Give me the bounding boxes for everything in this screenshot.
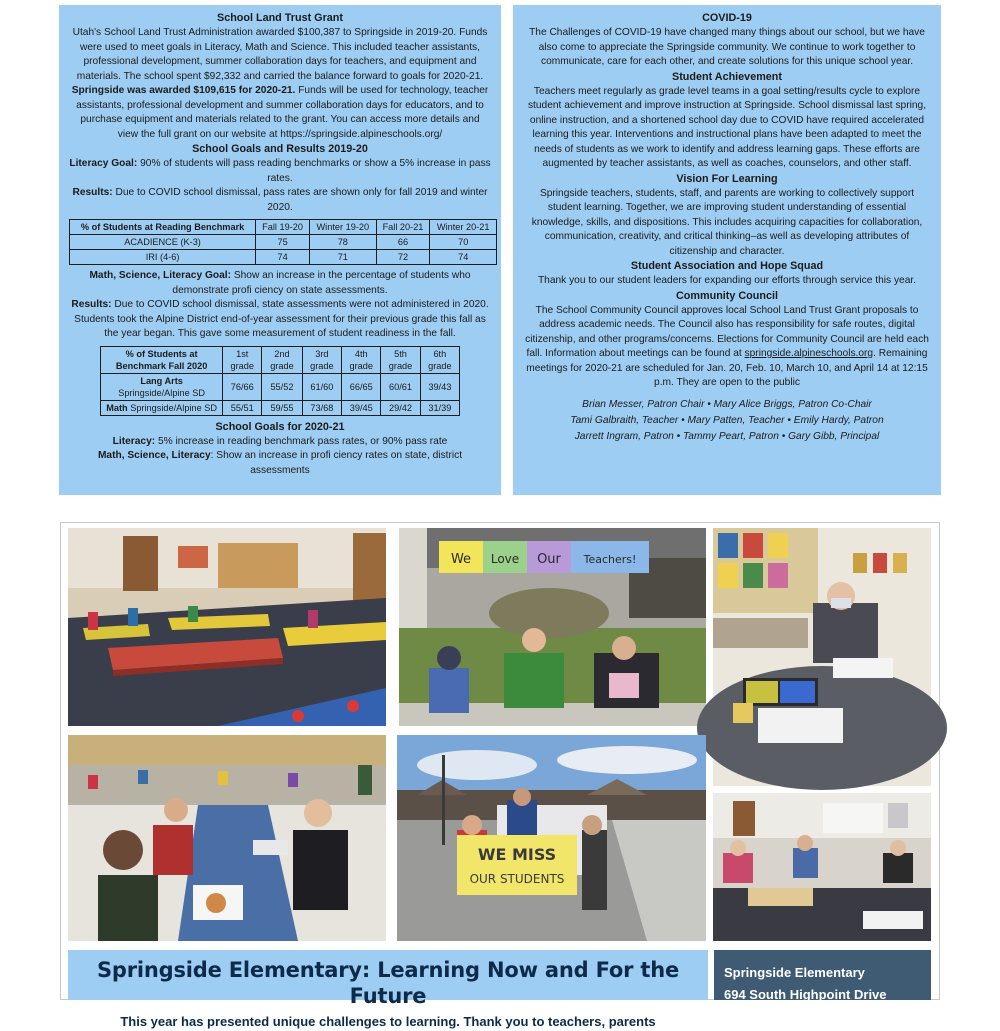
school-address-box [714,950,931,1000]
table-header-cell: Fall 19-20 [256,220,310,235]
grant-award-text: Springside was awarded $109,615 for 2020-21. [71,85,296,96]
results-text: Due to COVID school dismissal, pass rates are shown only for fall 2019 and winter 2020. [112,187,488,213]
table-header-cell: Fall 20-21 [376,220,430,235]
msl-results [69,298,491,342]
table-cell: 39/45 [342,400,381,415]
table-cell: ACADIENCE (K-3) [70,235,256,250]
comparison-label: Springside/Alpine SD [127,402,218,413]
council-link[interactable]: springside.alpineschools.org [744,348,874,359]
table-cell: 55/52 [262,373,302,400]
table-header-cell: 3rd grade [302,346,342,373]
miss-students-photo [397,735,706,941]
table-cell: 59/55 [262,400,302,415]
signature-line: Brian Messer, Patron Chair • Mary Alice Briggs, Patron Co-Chair [582,398,872,410]
table-cell: IRI (4-6) [70,250,256,265]
table-header-cell: Winter 19-20 [310,220,377,235]
table-cell: 71 [310,250,377,265]
vision-paragraph: Springside teachers, students, staff, and parents are working to collectively support student learning. Together, we are improving student understanding of essential knowledge, skills, and dispositions. This includes acquiring capacities for collaboration, communication, creativity, and critical thinking–as well as developing attributes of citizenship and character. [531,187,923,257]
association-heading: Student Association and Hope Squad [630,260,824,272]
grant-paragraph-1: Utah's School Land Trust Administration awarded $100,387 to Springside in 2019-20. Funds were used to meet goals in Literacy, Math and Science. This included teacher assistants, professional development, summer collaboration days for teachers, and equipment and materials. The school spent $92,332 and carried the balance forward to goals for 2020-21. [72,27,488,82]
results-text: Due to COVID school dismissal, state assessments were not administered in 2020. Students took the Alpine District end-of-year assessment for their previous grade this fall as the year began. This gave some measurement of student readiness in the fall. [74,299,489,339]
table-cell: 73/68 [302,400,342,415]
results-label: Results: [72,187,113,198]
grant-heading: School Land Trust Grant [217,12,343,24]
community-panel [513,5,941,495]
banner-text: Love [490,552,520,566]
literacy-2021-label: Literacy: [112,435,156,447]
table-row [101,373,460,400]
newsletter-subtitle: This year has presented unique challenges to learning. Thank you to teachers, parents [120,1014,656,1029]
sign-text: WE MISS [477,845,557,864]
table-header-cell: 4th grade [342,346,381,373]
lunchroom-photo [68,735,386,941]
covid-heading: COVID-19 [702,12,752,24]
table-row [70,235,497,250]
table-row [70,250,497,265]
table-cell: 29/42 [381,400,420,415]
table-row [101,400,460,415]
literacy-results [69,186,491,215]
table-cell: 60/61 [381,373,420,400]
table-cell: 75 [256,235,310,250]
goals-2021-heading: School Goals for 2020-21 [215,420,345,433]
table-cell: 76/66 [223,373,262,400]
grant-usage-text: Funds will be used for technology, teacher assistants, professional development and summer collaboration days for educators, and to purchase equipment and materials related to the grant. You can access more details and view the full grant on our website at https://springside.alpineschools.org/ [76,85,489,140]
literacy-goal-text: 90% of students will pass reading benchmarks or show a 5% increase in pass rates. [137,158,491,184]
table-cell: 61/60 [302,373,342,400]
literacy-goal-label: Literacy Goal: [69,158,138,169]
newsletter-title-bar [68,950,708,1029]
table-cell: 78 [310,235,377,250]
table-header-cell: % of Students at Benchmark Fall 2020 [101,346,223,373]
results-label: Results: [71,299,112,310]
sign-text: OUR STUDENTS [469,872,565,886]
table-cell: 39/43 [420,373,459,400]
vision-heading: Vision For Learning [676,172,778,185]
table-cell [101,400,223,415]
council-heading: Community Council [676,289,778,302]
council-signatures [523,397,931,445]
signature-line: Tami Galbraith, Teacher • Mary Patten, Teacher • Emily Hardy, Patron [570,414,884,426]
msl-2021-text: : Show an increase in profi ciency rates on state, district assessments [210,450,463,476]
msl-goal-label: Math, Science, Literacy Goal: [89,270,231,281]
school-name: Springside Elementary [724,965,865,980]
msl-goal [69,269,491,298]
table-header-cell: 5th grade [381,346,420,373]
table-cell: 55/51 [223,400,262,415]
photo-collage [60,522,940,1000]
council-text: The School Community Council approves local School Land Trust Grant proposals to address academic needs. The Council also has responsibility for safe routes, digital citizenship, and other programs/concerns. Elections for Community Council are held each fall. Information about meetings can be found at [525,304,929,359]
goals-heading: School Goals and Results 2019-20 [192,143,368,155]
banner-text: We [450,552,472,567]
covid-paragraph: The Challenges of COVID-19 have changed many things about our school, but we have also come to appreciate the Springside community. We continue to work together to communicate, care for each other, and create solutions for this unique school year. [529,27,925,67]
table-cell: 74 [256,250,310,265]
newsletter-title: Springside Elementary: Learning Now and For the Future [97,958,679,1008]
table-cell [101,373,223,400]
subject-label: Math [106,402,128,413]
association-paragraph: Thank you to our student leaders for expanding our efforts through service this year. [537,275,917,286]
banner-text: Our [537,552,561,567]
table-header-cell: 1st grade [223,346,262,373]
table-header-cell: Winter 20-21 [430,220,497,235]
grant-panel [59,5,501,495]
table-header-row [101,346,460,373]
table-header-cell: 6th grade [420,346,459,373]
school-street: 694 South Highpoint Drive [724,987,887,1002]
comparison-label: Springside/Alpine SD [118,387,206,398]
banner-text: Teachers! [583,553,637,566]
table-cell: 31/39 [420,400,459,415]
table-header-row [70,220,497,235]
table-cell: 74 [430,250,497,265]
table-header-cell: % of Students at Reading Benchmark [70,220,256,235]
table-cell: 66 [376,235,430,250]
classroom-desks-photo [68,528,386,726]
council-text: . Remaining meetings for 2020-21 are scheduled for Jan. 20, Feb. 10, March 10, and April 14 at 12:15 p.m. They are open to the public [526,348,928,388]
assessment-benchmark-table [100,346,460,416]
grant-paragraph-2 [69,84,491,142]
teacher-banner-photo [399,528,706,726]
council-paragraph [523,304,931,391]
literacy-2021-text: 5% increase in reading benchmark pass rates, or 90% pass rate [155,435,448,447]
table-cell: 66/65 [342,373,381,400]
subject-label: Lang Arts [140,375,183,386]
table-header-cell: 2nd grade [262,346,302,373]
masked-classroom-photo [713,793,931,941]
msl-2021-label: Math, Science, Literacy [97,450,211,461]
literacy-goal [69,157,491,186]
signature-line: Jarrett Ingram, Patron • Tammy Peart, Patron • Gary Gibb, Principal [574,430,880,442]
table-cell: 72 [376,250,430,265]
teacher-table-photo [713,528,931,786]
table-cell: 70 [430,235,497,250]
achievement-paragraph: Teachers meet regularly as grade level teams in a goal setting/results cycle to explore student achievement and improve instruction at Springside. School dismissal last spring, online instruction, and a shortened school day due to COVID have required accelerated learning this year. Interventions and instructional plans have been adapted to meet the needs of students as we work to identify and address learning gaps. These efforts are augmented by teacher assistants, as well as coaches, counselors, and other staff. [527,85,927,169]
achievement-heading: Student Achievement [672,70,782,83]
reading-benchmark-table [69,219,497,265]
msl-goal-text: Show an increase in the percentage of students who demonstrate profi ciency on state assessments. [172,270,471,296]
literacy-2021 [69,435,491,450]
miss-students-sign [457,835,577,895]
msl-2021 [69,449,491,478]
